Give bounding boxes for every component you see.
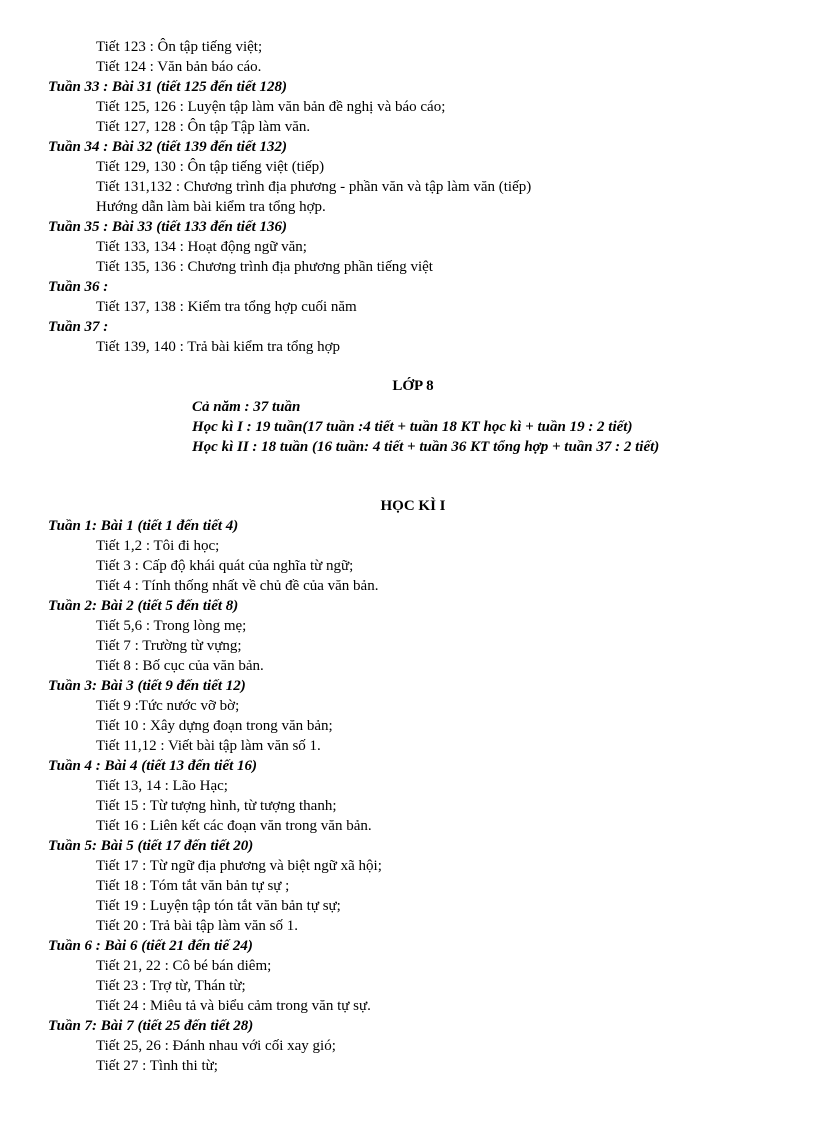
lesson-item: Tiết 19 : Luyện tập tón tắt văn bản tự sự; (96, 898, 341, 914)
semester-title: HỌC KÌ I (380, 498, 446, 514)
lesson-item: Tiết 5,6 : Trong lòng mẹ; (96, 618, 247, 634)
lesson-item: Tiết 21, 22 : Cô bé bán diêm; (96, 958, 272, 974)
lesson-item: Tiết 123 : Ôn tập tiếng việt; (96, 39, 263, 55)
lesson-item: Tiết 24 : Miêu tả và biểu cảm trong văn tự sự. (96, 998, 371, 1014)
lesson-item: Tiết 27 : Tình thi từ; (96, 1058, 218, 1074)
lesson-item: Hướng dẫn làm bài kiểm tra tổng hợp. (96, 199, 326, 215)
lesson-item: Tiết 23 : Trợ từ, Thán từ; (96, 978, 246, 994)
lesson-item: Tiết 125, 126 : Luyện tập làm văn bản đề nghị và báo cáo; (96, 99, 446, 115)
week-heading: Tuần 5: Bài 5 (tiết 17 đến tiết 20) (48, 838, 254, 854)
lesson-item: Tiết 17 : Từ ngữ địa phương và biệt ngữ xã hội; (96, 858, 382, 874)
lesson-item: Tiết 13, 14 : Lão Hạc; (96, 778, 228, 794)
lesson-item: Tiết 135, 136 : Chương trình địa phương phần tiếng việt (96, 259, 433, 275)
lesson-item: Tiết 7 : Trường từ vựng; (96, 638, 242, 654)
lesson-item: Tiết 133, 134 : Hoạt động ngữ văn; (96, 239, 307, 255)
week-heading: Tuần 35 : Bài 33 (tiết 133 đến tiết 136) (48, 219, 288, 235)
lesson-item: Tiết 129, 130 : Ôn tập tiếng việt (tiếp) (96, 159, 325, 175)
lesson-item: Tiết 131,132 : Chương trình địa phương - phần văn và tập làm văn (tiếp) (96, 179, 532, 195)
week-heading: Tuần 1: Bài 1 (tiết 1 đến tiết 4) (48, 518, 239, 534)
lesson-item: Tiết 18 : Tóm tắt văn bản tự sự ; (96, 878, 290, 894)
week-heading: Tuần 4 : Bài 4 (tiết 13 đến tiết 16) (48, 758, 258, 774)
summary-line: Cả năm : 37 tuần (192, 399, 301, 415)
lesson-item: Tiết 124 : Văn bản báo cáo. (96, 59, 262, 75)
grade-title: LỚP 8 (392, 378, 434, 394)
week-heading: Tuần 6 : Bài 6 (tiết 21 đến tiế 24) (48, 938, 253, 954)
lesson-item: Tiết 10 : Xây dựng đoạn trong văn bản; (96, 718, 333, 734)
lesson-item: Tiết 8 : Bố cục của văn bản. (96, 658, 264, 674)
lesson-item: Tiết 137, 138 : Kiểm tra tổng hợp cuối năm (96, 299, 357, 315)
lesson-item: Tiết 16 : Liên kết các đoạn văn trong văn bản. (96, 818, 372, 834)
lesson-item: Tiết 139, 140 : Trả bài kiểm tra tổng hợp (96, 339, 341, 355)
lesson-item: Tiết 3 : Cấp độ khái quát của nghĩa từ ngữ; (96, 558, 354, 574)
lesson-item: Tiết 4 : Tính thống nhất về chủ đề của văn bản. (96, 578, 379, 594)
lesson-item: Tiết 15 : Từ tượng hình, từ tượng thanh; (96, 798, 337, 814)
week-heading: Tuần 33 : Bài 31 (tiết 125 đến tiết 128) (48, 79, 288, 95)
lesson-item: Tiết 1,2 : Tôi đi học; (96, 538, 220, 554)
week-heading: Tuần 36 : (48, 279, 109, 295)
lesson-item: Tiết 20 : Trả bài tập làm văn số 1. (96, 918, 298, 934)
lesson-item: Tiết 11,12 : Viết bài tập làm văn số 1. (96, 738, 321, 754)
lesson-item: Tiết 25, 26 : Đánh nhau với cối xay gió; (96, 1038, 336, 1054)
week-heading: Tuần 2: Bài 2 (tiết 5 đến tiết 8) (48, 598, 239, 614)
lesson-item: Tiết 9 :Tức nước vỡ bờ; (96, 698, 240, 714)
week-heading: Tuần 37 : (48, 319, 109, 335)
week-heading: Tuần 3: Bài 3 (tiết 9 đến tiết 12) (48, 678, 246, 694)
lesson-item: Tiết 127, 128 : Ôn tập Tập làm văn. (96, 119, 311, 135)
week-heading: Tuần 34 : Bài 32 (tiết 139 đến tiết 132) (48, 139, 288, 155)
week-heading: Tuần 7: Bài 7 (tiết 25 đến tiết 28) (48, 1018, 254, 1034)
summary-line: Học kì I : 19 tuần(17 tuần :4 tiết + tuần 18 KT học kì + tuần 19 : 2 tiết) (192, 419, 633, 435)
summary-line: Học kì II : 18 tuần (16 tuần: 4 tiết + tuần 36 KT tổng hợp + tuần 37 : 2 tiết) (192, 439, 660, 455)
